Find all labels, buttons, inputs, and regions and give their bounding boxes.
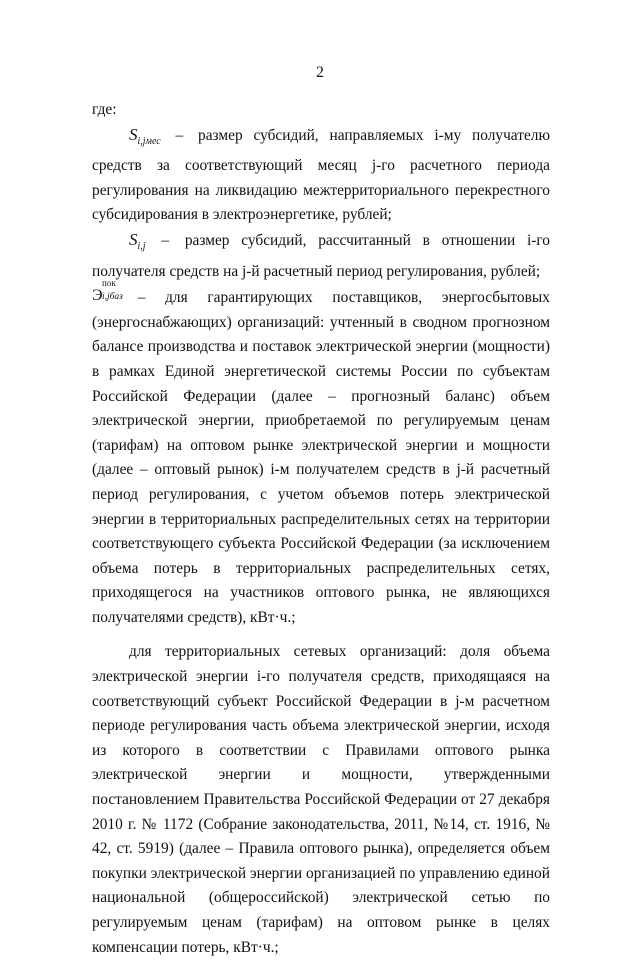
formula-subscript: i,jбаз	[102, 292, 123, 303]
document-body	[92, 98, 550, 960]
dash: –	[175, 126, 184, 144]
lead-word: энергосбытовых	[441, 289, 550, 307]
lead-word: поставщиков,	[332, 289, 423, 307]
formula-symbol: Э	[92, 287, 103, 305]
lead-word: для	[165, 289, 188, 307]
definition-subsidy-period	[92, 228, 550, 284]
definition-energy-volume-lead	[92, 278, 550, 311]
formula-symbol: S	[129, 124, 138, 144]
formula-symbol: S	[129, 229, 138, 249]
definition-text: размер субсидий, рассчитанный в отношении i-го получателя средств на j-й расчетный период регулирования, рублей;	[92, 231, 550, 280]
lead-word: гарантирующих	[207, 289, 313, 307]
definition-energy-volume-text: (энергоснабжающих) организаций: учтенный в сводном прогнозном балансе производства и поставок электрической энергии (мощности) в рамках Единой энергетической системы России по субъектам Российской Федерации (далее – прогнозный баланс) объем электрической энергии, приобретаемой по регулируемым ценам (тарифам) на оптовом рынке электрической энергии и мощности (далее – оптовый рынок) i-м получателем средств в j-й расчетный период регулирования, с учетом объемов потерь электрической энергии в территориальных распределительных сетях на территории соответствующего субъекта Российской Федерации (за исключением объема потерь в территориальных распределительных сетях, приходящегося на участников оптового рынка, не являющихся получателями средств), кВт·ч.;	[92, 313, 550, 626]
dash: –	[137, 289, 146, 307]
definition-subsidy-monthly	[92, 123, 550, 228]
page-number: 2	[316, 64, 324, 81]
intro-text: где:	[92, 101, 117, 118]
definition-text: размер субсидий, направляемых i-му получателю средств за соответствующий месяц j-го расчетного периода регулирования на ликвидацию межтерриториального перекрестного субсидирования в электроэнергетике, рублей;	[92, 126, 550, 224]
dash: –	[161, 231, 170, 249]
formula-energy-symbol	[92, 278, 123, 306]
formula-subscript: i,jмес	[137, 135, 161, 147]
paragraph-grid-organizations: для территориальных сетевых организаций: доля объема электрической энергии i-го получателя средств, приходящаяся на соответствующий субъект Российской Федерации в j-м расчетном периоде регулирования часть объема электрической энергии, исходя из которого в соответствии с Правилами оптового рынка электрической энергии и мощности, утвержденными постановлением Правительства Российской Федерации от 27 декабря 2010 г. № 1172 (Собрание законодательства, 2011, №14, ст. 1916, № 42, ст. 5919) (далее – Правила оптового рынка), определяется объем покупки электрической энергии организацией по управлению единой национальной (общероссийской) электрической сетью по регулируемым ценам (тарифам) на оптовом рынке в целях компенсации потерь, кВт·ч.;	[92, 643, 550, 956]
formula-superscript: пок	[102, 278, 116, 289]
formula-subscript: i,j	[137, 240, 146, 252]
